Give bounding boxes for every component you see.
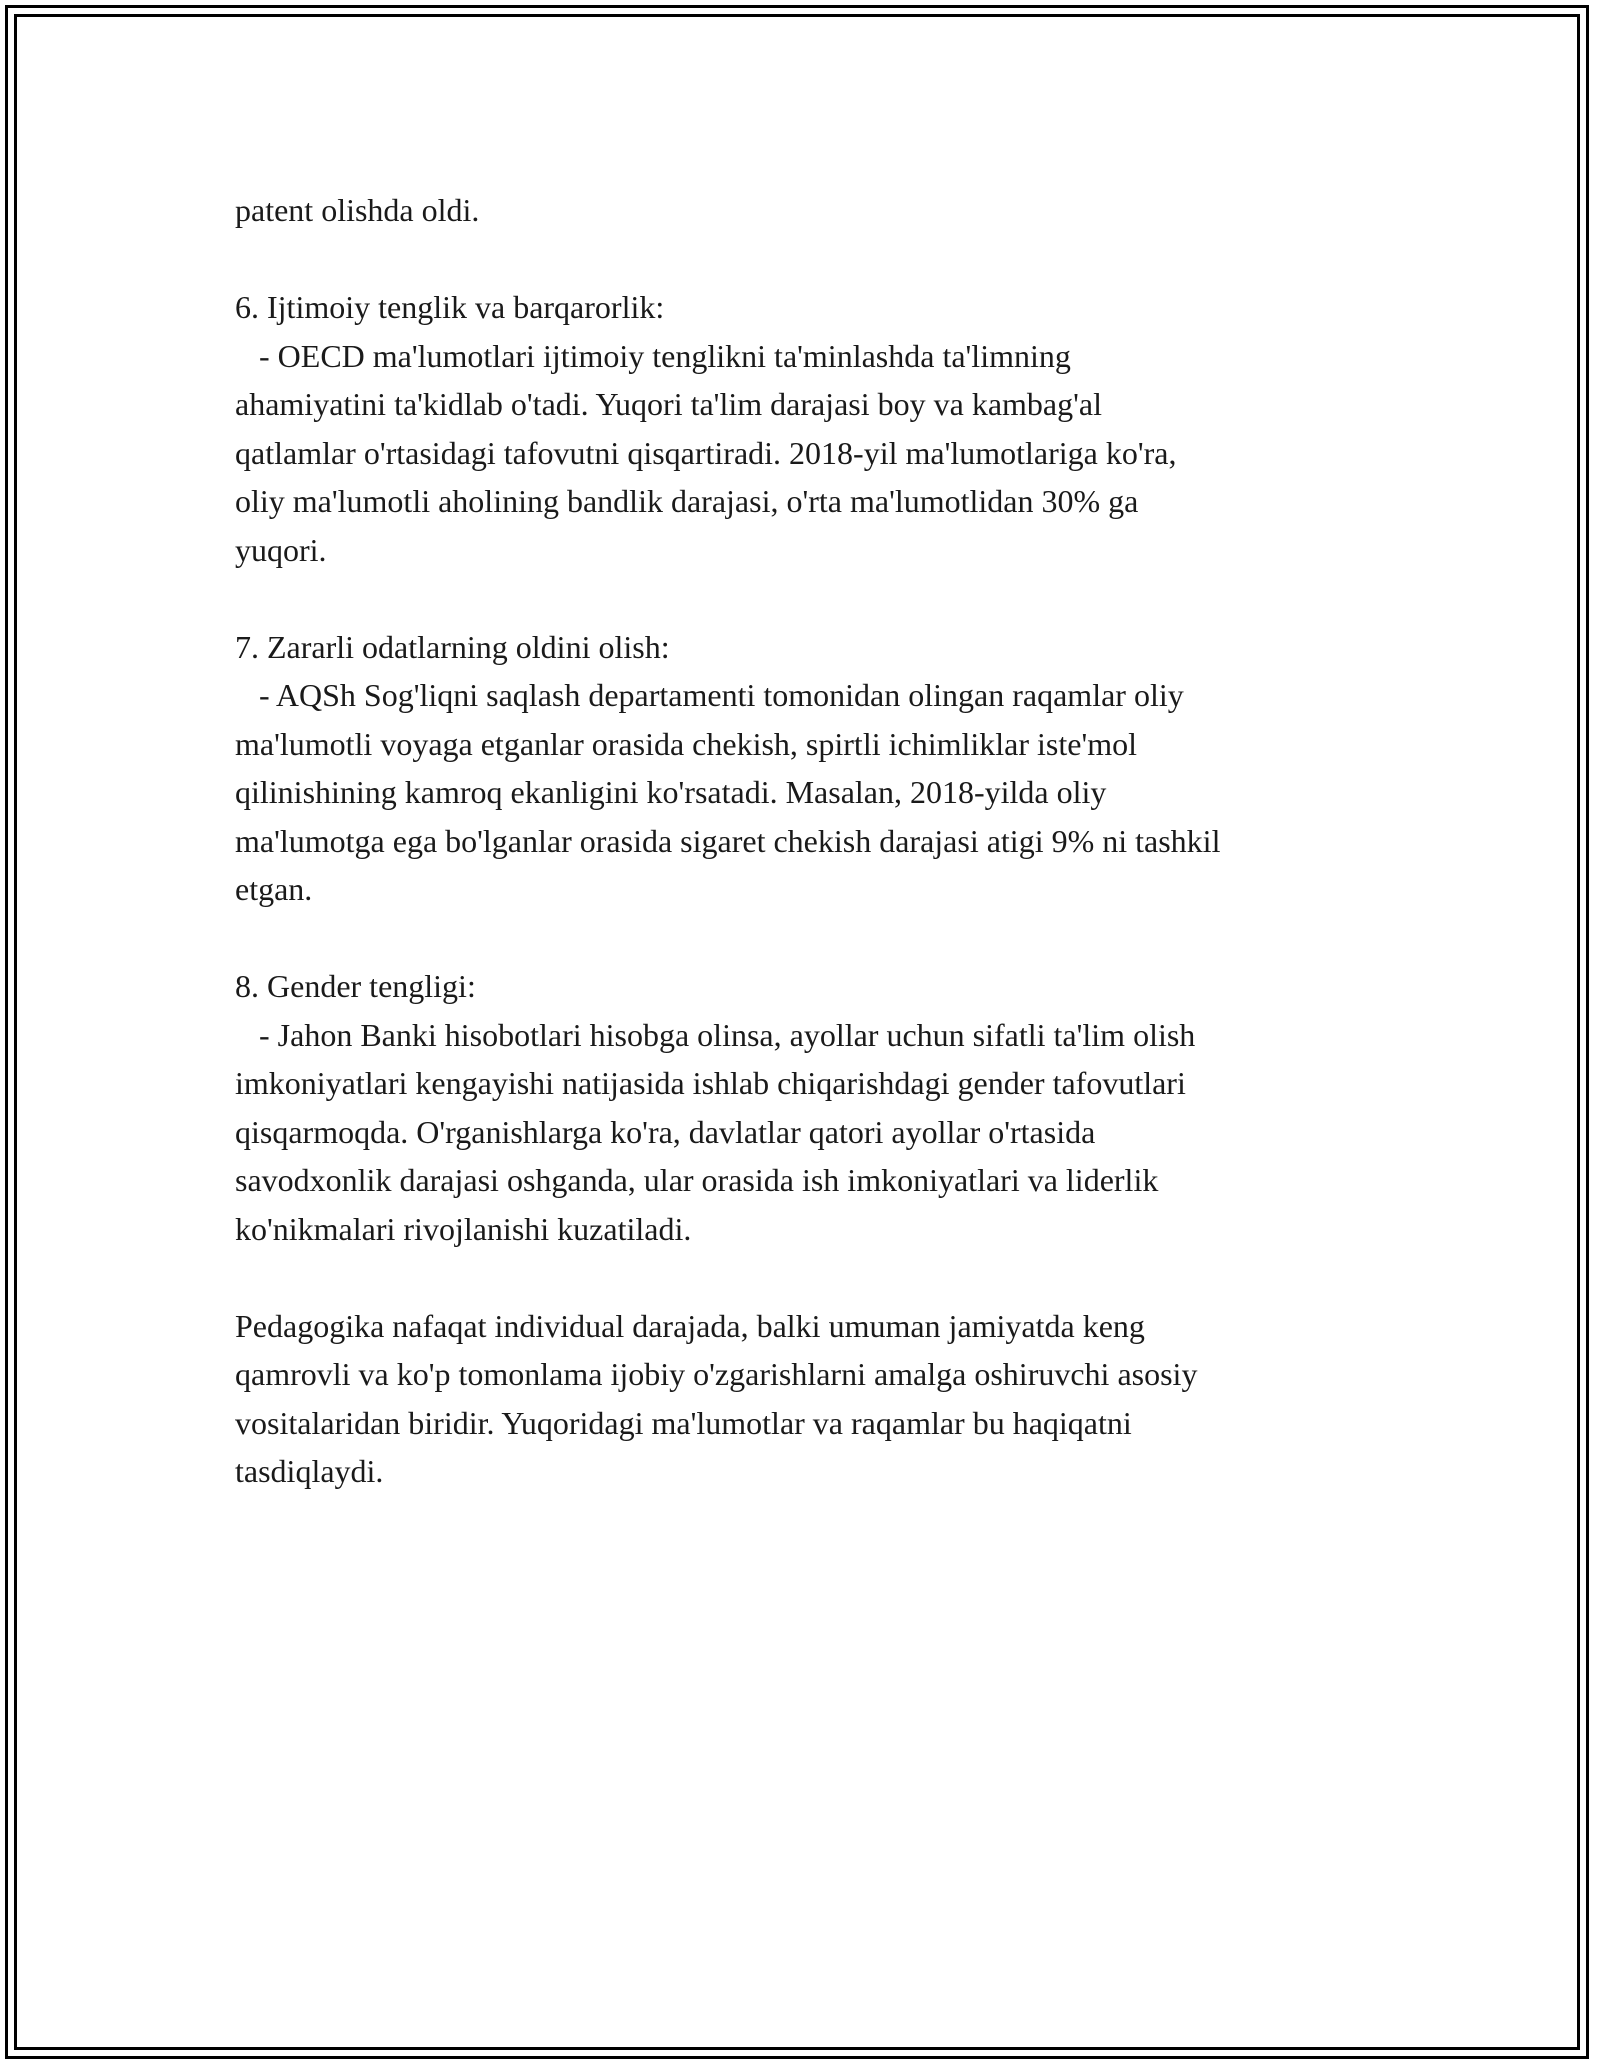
section-line: ko'nikmalari rivojlanishi kuzatiladi. bbox=[235, 1210, 692, 1247]
section-line: - AQSh Sog'liqni saqlash departamenti tomonidan olingan raqamlar oliy bbox=[235, 677, 1184, 713]
section-line: qilinishining kamroq ekanligini ko'rsatadi. Masalan, 2018-yilda oliy bbox=[235, 774, 1107, 810]
conclusion-line: qamrovli va ko'p tomonlama ijobiy o'zgarishlarni amalga oshiruvchi asosiy bbox=[235, 1356, 1198, 1392]
paragraph-gap bbox=[235, 914, 1375, 963]
section-8 bbox=[235, 962, 1375, 1253]
section-line: imkoniyatlari kengayishi natijasida ishlab chiqarishdagi gender tafovutlari bbox=[235, 1065, 1186, 1101]
section-heading: 8. Gender tengligi: bbox=[235, 968, 476, 1004]
section-line: ahamiyatini ta'kidlab o'tadi. Yuqori ta'lim darajasi boy va kambag'al bbox=[235, 386, 1102, 422]
section-line: qatlamlar o'rtasidagi tafovutni qisqartiradi. 2018-yil ma'lumotlariga ko'ra, bbox=[235, 434, 1177, 471]
section-line: savodxonlik darajasi oshganda, ular orasida ish imkoniyatlari va liderlik bbox=[235, 1162, 1159, 1198]
paragraph-gap bbox=[235, 574, 1375, 623]
section-line: - Jahon Banki hisobotlari hisobga olinsa, ayollar uchun sifatli ta'lim olish bbox=[235, 1016, 1196, 1053]
section-heading: 6. Ijtimoiy tenglik va barqarorlik: bbox=[235, 289, 665, 325]
section-line: qisqarmoqda. O'rganishlarga ko'ra, davlatlar qatori ayollar o'rtasida bbox=[235, 1113, 1096, 1150]
section-heading: 7. Zararli odatlarning oldini olish: bbox=[235, 628, 670, 665]
paragraph-gap bbox=[235, 235, 1375, 284]
continuation-line: patent olishda oldi. bbox=[235, 192, 480, 228]
section-line: etgan. bbox=[235, 871, 313, 907]
section-line: oliy ma'lumotli aholining bandlik darajasi, o'rta ma'lumotlidan 30% ga bbox=[235, 483, 1139, 519]
section-line: - OECD ma'lumotlari ijtimoiy tenglikni ta'minlashda ta'limning bbox=[235, 337, 1071, 374]
conclusion-line: vositalaridan biridir. Yuqoridagi ma'lumotlar va raqamlar bu haqiqatni bbox=[235, 1404, 1132, 1441]
document-body bbox=[235, 186, 1375, 1496]
section-6 bbox=[235, 283, 1375, 574]
section-7 bbox=[235, 623, 1375, 914]
section-line: ma'lumotga ega bo'lganlar orasida sigaret chekish darajasi atigi 9% ni tashkil bbox=[235, 822, 1221, 859]
section-line: ma'lumotli voyaga etganlar orasida chekish, spirtli ichimliklar iste'mol bbox=[235, 725, 1137, 762]
paragraph-gap bbox=[235, 1253, 1375, 1302]
conclusion-paragraph bbox=[235, 1302, 1375, 1496]
conclusion-line: tasdiqlaydi. bbox=[235, 1453, 384, 1489]
conclusion-line: Pedagogika nafaqat individual darajada, balki umuman jamiyatda keng bbox=[235, 1307, 1145, 1344]
section-line: yuqori. bbox=[235, 531, 327, 568]
